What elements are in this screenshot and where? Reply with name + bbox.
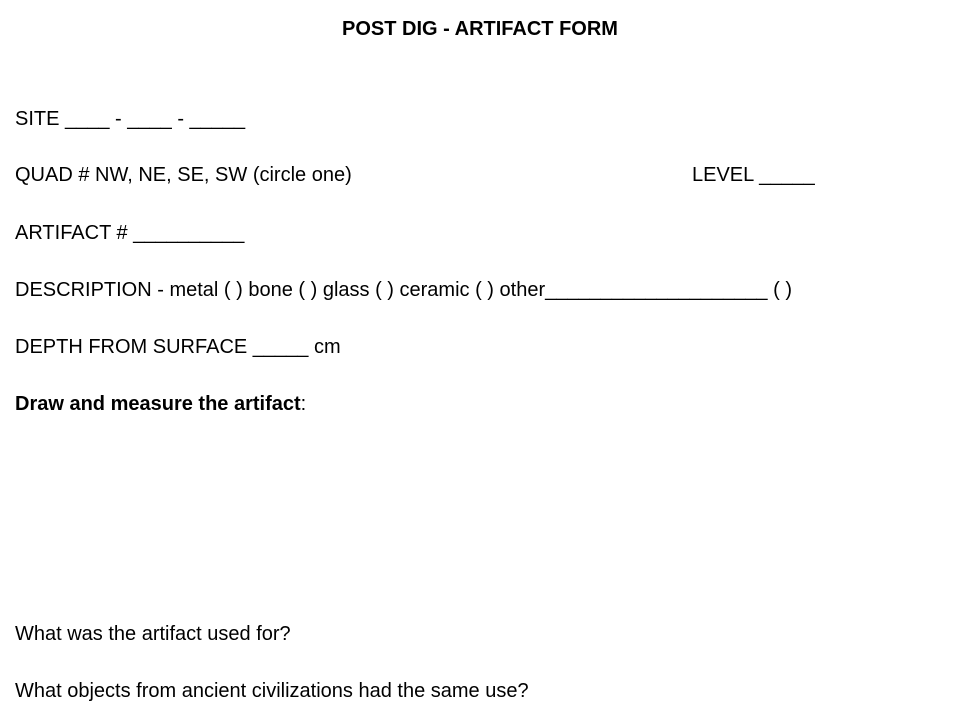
question-ancient: What objects from ancient civilizations had the same use? [15, 680, 529, 702]
site-field: SITE ____ - ____ - _____ [15, 108, 246, 130]
artifact-number-field: ARTIFACT # __________ [15, 222, 245, 244]
form-title: POST DIG - ARTIFACT FORM [342, 18, 618, 40]
level-field: LEVEL _____ [692, 164, 815, 186]
quad-field: QUAD # NW, NE, SE, SW (circle one) [15, 164, 352, 186]
depth-field: DEPTH FROM SURFACE _____ cm [15, 336, 341, 358]
draw-instruction-bold: Draw and measure the artifact [15, 393, 301, 415]
description-field: DESCRIPTION - metal ( ) bone ( ) glass ( ) ceramic ( ) other____________________ ( ) [15, 279, 792, 301]
draw-instruction [15, 392, 306, 416]
drawing-area [15, 425, 945, 615]
draw-instruction-colon: : [300, 393, 307, 415]
question-use: What was the artifact used for? [15, 623, 291, 645]
